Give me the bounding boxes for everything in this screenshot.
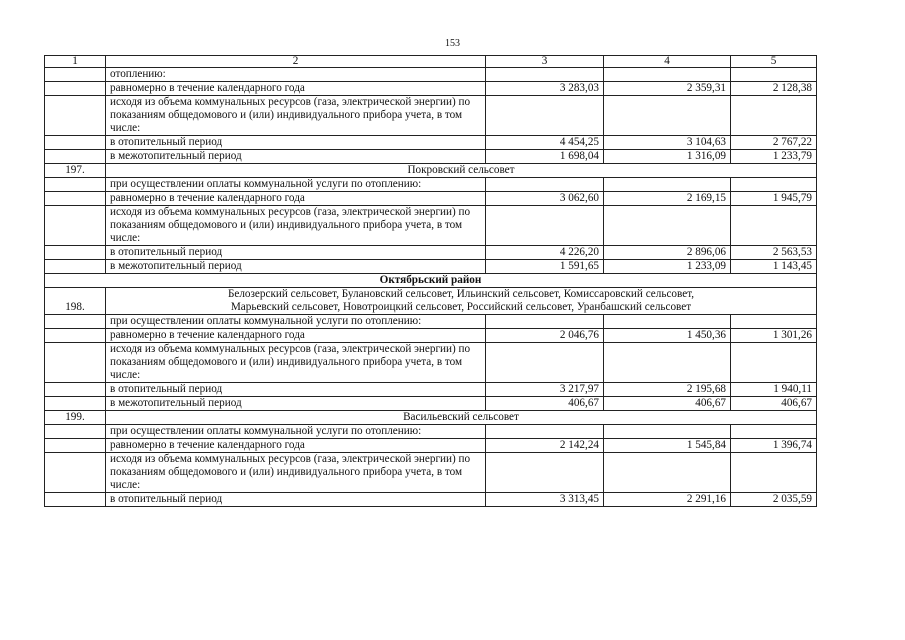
value-cell-col-3: 1 591,65 <box>486 260 604 274</box>
label-row <box>45 96 817 136</box>
value-cell-col-5: 2 767,22 <box>731 136 817 150</box>
row-label: исходя из объема коммунальных ресурсов (газа, электрической энергии) по показаниям общедомового и (или) индивидуального прибора учета, в том числе: <box>106 206 486 246</box>
row-label: отоплению: <box>106 68 486 82</box>
empty-value-cell <box>486 206 604 246</box>
row-number: 198. <box>45 288 106 315</box>
value-cell-col-3: 3 217,97 <box>486 383 604 397</box>
header-row <box>45 56 817 68</box>
label-row <box>45 68 817 82</box>
section-title: Васильевский сельсовет <box>106 411 817 425</box>
row-label: исходя из объема коммунальных ресурсов (газа, электрической энергии) по показаниям общедомового и (или) индивидуального прибора учета, в том числе: <box>106 343 486 383</box>
value-cell-col-3: 3 313,45 <box>486 493 604 507</box>
row-number-cell <box>45 315 106 329</box>
empty-value-cell <box>486 178 604 192</box>
empty-value-cell <box>604 453 731 493</box>
row-label: при осуществлении оплаты коммунальной услуги по отоплению: <box>106 315 486 329</box>
empty-value-cell <box>731 68 817 82</box>
empty-value-cell <box>604 425 731 439</box>
row-label: исходя из объема коммунальных ресурсов (газа, электрической энергии) по показаниям общедомового и (или) индивидуального прибора учета, в том числе: <box>106 96 486 136</box>
empty-value-cell <box>604 96 731 136</box>
label-row <box>45 178 817 192</box>
value-cell-col-3: 4 226,20 <box>486 246 604 260</box>
value-cell-col-4: 1 545,84 <box>604 439 731 453</box>
value-cell-col-3: 3 062,60 <box>486 192 604 206</box>
empty-value-cell <box>731 343 817 383</box>
row-label: в межотопительный период <box>106 260 486 274</box>
value-cell-col-5: 2 563,53 <box>731 246 817 260</box>
value-cell-col-5: 1 143,45 <box>731 260 817 274</box>
value-cell-col-4: 2 291,16 <box>604 493 731 507</box>
row-label: равномерно в течение календарного года <box>106 329 486 343</box>
value-cell-col-5: 1 940,11 <box>731 383 817 397</box>
value-cell-col-5: 2 035,59 <box>731 493 817 507</box>
value-cell-col-3: 2 046,76 <box>486 329 604 343</box>
section-title <box>106 288 817 315</box>
value-cell-col-4: 2 359,31 <box>604 82 731 96</box>
section-row <box>45 288 817 315</box>
row-number-cell <box>45 425 106 439</box>
row-number-cell <box>45 397 106 411</box>
data-row <box>45 136 817 150</box>
value-cell-col-3: 4 454,25 <box>486 136 604 150</box>
header-cell-col-4: 4 <box>604 56 731 68</box>
empty-value-cell <box>604 178 731 192</box>
empty-value-cell <box>731 453 817 493</box>
row-label: при осуществлении оплаты коммунальной услуги по отоплению: <box>106 178 486 192</box>
district-row <box>45 274 817 288</box>
row-number: 197. <box>45 164 106 178</box>
row-number-cell <box>45 150 106 164</box>
empty-value-cell <box>486 68 604 82</box>
row-label: в отопительный период <box>106 493 486 507</box>
label-row <box>45 315 817 329</box>
label-row <box>45 425 817 439</box>
label-row <box>45 206 817 246</box>
row-number-cell <box>45 206 106 246</box>
empty-value-cell <box>731 178 817 192</box>
value-cell-col-4: 1 316,09 <box>604 150 731 164</box>
section-title-line: Белозерский сельсовет, Булановский сельсовет, Ильинский сельсовет, Комиссаровский сельсовет, <box>227 288 695 300</box>
value-cell-col-3: 406,67 <box>486 397 604 411</box>
label-row <box>45 453 817 493</box>
value-cell-col-4: 406,67 <box>604 397 731 411</box>
row-label: в отопительный период <box>106 246 486 260</box>
empty-value-cell <box>486 425 604 439</box>
data-row <box>45 383 817 397</box>
empty-value-cell <box>731 425 817 439</box>
row-label: в отопительный период <box>106 383 486 397</box>
value-cell-col-5: 1 233,79 <box>731 150 817 164</box>
row-number-cell <box>45 246 106 260</box>
section-row <box>45 411 817 425</box>
empty-value-cell <box>486 343 604 383</box>
row-number-cell <box>45 68 106 82</box>
empty-value-cell <box>486 453 604 493</box>
value-cell-col-4: 3 104,63 <box>604 136 731 150</box>
data-row <box>45 192 817 206</box>
empty-value-cell <box>604 206 731 246</box>
header-cell-col-1: 1 <box>45 56 106 68</box>
row-number-cell <box>45 493 106 507</box>
data-row <box>45 493 817 507</box>
value-cell-col-3: 2 142,24 <box>486 439 604 453</box>
value-cell-col-4: 1 450,36 <box>604 329 731 343</box>
value-cell-col-5: 1 301,26 <box>731 329 817 343</box>
empty-value-cell <box>604 315 731 329</box>
data-row <box>45 246 817 260</box>
row-label: в межотопительный период <box>106 397 486 411</box>
empty-value-cell <box>731 315 817 329</box>
row-number-cell <box>45 343 106 383</box>
row-label: в отопительный период <box>106 136 486 150</box>
page-number: 153 <box>445 38 460 49</box>
row-label: равномерно в течение календарного года <box>106 82 486 96</box>
value-cell-col-5: 1 396,74 <box>731 439 817 453</box>
section-title-line: Марьевский сельсовет, Новотроицкий сельсовет, Российский сельсовет, Уранбашский сельсовет <box>230 301 692 313</box>
section-title: Покровский сельсовет <box>106 164 817 178</box>
row-number-cell <box>45 383 106 397</box>
value-cell-col-4: 2 195,68 <box>604 383 731 397</box>
value-cell-col-5: 406,67 <box>731 397 817 411</box>
data-row <box>45 329 817 343</box>
row-number-cell <box>45 453 106 493</box>
value-cell-col-3: 3 283,03 <box>486 82 604 96</box>
empty-value-cell <box>604 68 731 82</box>
value-cell-col-5: 1 945,79 <box>731 192 817 206</box>
header-cell-col-5: 5 <box>731 56 817 68</box>
value-cell-col-4: 2 169,15 <box>604 192 731 206</box>
row-label: исходя из объема коммунальных ресурсов (газа, электрической энергии) по показаниям общедомового и (или) индивидуального прибора учета, в том числе: <box>106 453 486 493</box>
empty-value-cell <box>486 315 604 329</box>
row-label: при осуществлении оплаты коммунальной услуги по отоплению: <box>106 425 486 439</box>
header-cell-col-3: 3 <box>486 56 604 68</box>
row-number-cell <box>45 192 106 206</box>
row-label: в межотопительный период <box>106 150 486 164</box>
value-cell-col-3: 1 698,04 <box>486 150 604 164</box>
header-cell-col-2: 2 <box>106 56 486 68</box>
value-cell-col-4: 2 896,06 <box>604 246 731 260</box>
data-row <box>45 150 817 164</box>
row-label: равномерно в течение календарного года <box>106 192 486 206</box>
row-number-cell <box>45 439 106 453</box>
data-row <box>45 439 817 453</box>
row-label: равномерно в течение календарного года <box>106 439 486 453</box>
row-number-cell <box>45 96 106 136</box>
label-row <box>45 343 817 383</box>
row-number-cell <box>45 260 106 274</box>
data-row <box>45 260 817 274</box>
value-cell-col-5: 2 128,38 <box>731 82 817 96</box>
row-number-cell <box>45 329 106 343</box>
tariff-table <box>44 55 817 507</box>
value-cell-col-4: 1 233,09 <box>604 260 731 274</box>
empty-value-cell <box>731 206 817 246</box>
row-number-cell <box>45 136 106 150</box>
district-title: Октябрьский район <box>45 274 817 288</box>
empty-value-cell <box>486 96 604 136</box>
row-number-cell <box>45 82 106 96</box>
empty-value-cell <box>604 343 731 383</box>
data-row <box>45 397 817 411</box>
row-number: 199. <box>45 411 106 425</box>
tariff-table-body <box>45 56 817 507</box>
data-row <box>45 82 817 96</box>
section-row <box>45 164 817 178</box>
empty-value-cell <box>731 96 817 136</box>
row-number-cell <box>45 178 106 192</box>
